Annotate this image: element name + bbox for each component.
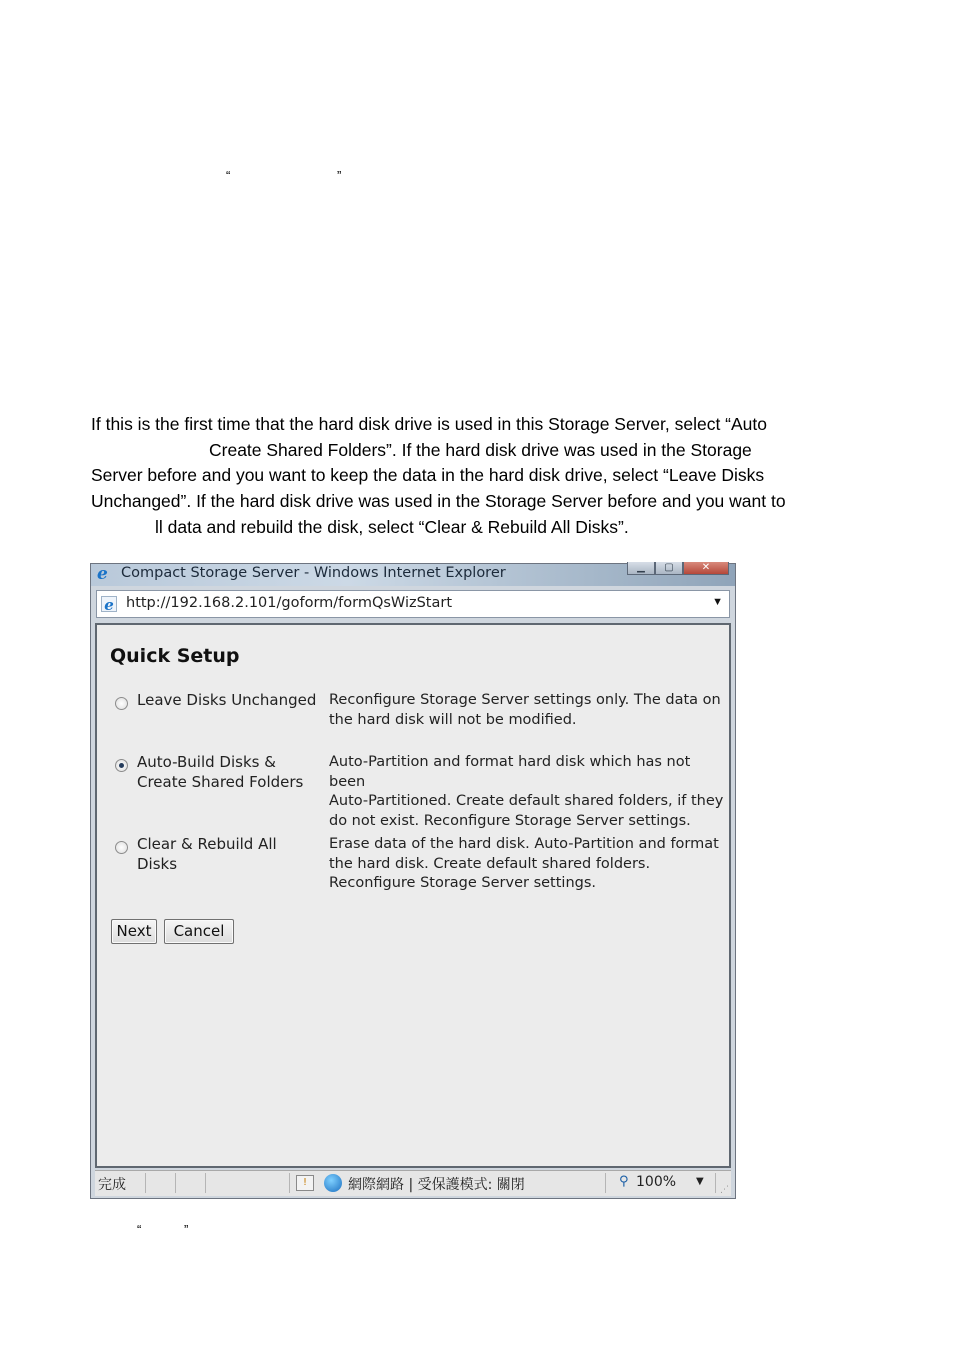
option-label-line: Clear & Rebuild All xyxy=(137,835,277,853)
paragraph-line: ll data and rebuild the disk, select “Clear & Rebuild All Disks”. xyxy=(155,516,629,537)
option-description-line: Auto-Partition and format hard disk which has not been xyxy=(329,754,691,790)
zoom-level[interactable]: 100% xyxy=(636,1174,677,1190)
option-description-line: Reconfigure Storage Server settings only. The data on xyxy=(329,692,721,708)
close-button[interactable]: ✕ xyxy=(683,562,729,575)
resize-grip-icon[interactable]: ⋰ xyxy=(720,1185,729,1195)
radio-auto-build[interactable] xyxy=(115,759,128,772)
status-divider xyxy=(205,1173,206,1193)
radio-clear-rebuild[interactable] xyxy=(115,841,128,854)
page-title: Quick Setup xyxy=(110,645,240,667)
status-bar xyxy=(95,1170,731,1196)
chevron-down-icon[interactable]: ▼ xyxy=(712,596,723,608)
instruction-paragraph xyxy=(91,412,871,541)
option-description-line: the hard disk will not be modified. xyxy=(329,711,577,728)
status-divider xyxy=(175,1173,176,1193)
paragraph-line: Create Shared Folders”. If the hard disk drive was used in the Storage xyxy=(209,439,752,460)
title-bar xyxy=(91,564,735,586)
next-button[interactable]: Next xyxy=(111,919,157,944)
status-divider xyxy=(289,1173,290,1193)
security-zone[interactable]: 網際網路 | 受保護模式: 關閉 xyxy=(348,1177,525,1193)
option-description xyxy=(329,835,724,894)
maximize-button[interactable]: ▢ xyxy=(655,562,683,575)
option-label-line: Auto-Build Disks & xyxy=(137,753,276,771)
quote-open-top: “ xyxy=(226,168,231,183)
option-label xyxy=(137,835,317,874)
quote-open-bottom: “ xyxy=(137,1222,142,1237)
option-description-line: Erase data of the hard disk. Auto-Partition and format xyxy=(329,836,719,852)
window-title: Compact Storage Server - Windows Internet Explorer xyxy=(121,565,506,581)
chevron-down-icon[interactable]: ▼ xyxy=(696,1176,704,1187)
quote-close-bottom: ” xyxy=(184,1222,189,1237)
option-description-line: do not exist. Reconfigure Storage Server settings. xyxy=(329,812,691,829)
globe-icon xyxy=(324,1174,342,1192)
paragraph-line: Server before and you want to keep the data in the hard disk drive, select “Leave Disks xyxy=(91,465,765,486)
ie-page-icon: e xyxy=(101,596,117,612)
status-divider xyxy=(715,1173,716,1193)
ie-logo-icon: e xyxy=(97,564,108,584)
option-description xyxy=(329,753,724,831)
window-controls xyxy=(627,562,729,576)
browser-window xyxy=(90,563,736,1199)
paragraph-line: If this is the first time that the hard disk drive is used in this Storage Server, select “Auto xyxy=(91,414,767,434)
option-label-line: Disks xyxy=(137,854,178,873)
cancel-button[interactable]: Cancel xyxy=(164,919,234,944)
paragraph-line: Unchanged”. If the hard disk drive was used in the Storage Server before and you want to xyxy=(91,491,786,512)
page-viewport xyxy=(95,623,731,1168)
magnifier-icon: ⚲ xyxy=(619,1174,629,1189)
option-description-line: Reconfigure Storage Server settings. xyxy=(329,875,597,891)
address-bar[interactable] xyxy=(96,590,730,618)
status-text: 完成 xyxy=(98,1177,126,1193)
option-label-line: Leave Disks Unchanged xyxy=(137,691,317,709)
option-description-line: Auto-Partitioned. Create default shared folders, if they xyxy=(329,793,724,809)
option-description-line: the hard disk. Create default shared folders. xyxy=(329,855,651,872)
option-label-line: Create Shared Folders xyxy=(137,772,304,791)
radio-leave-disks[interactable] xyxy=(115,697,128,710)
option-description xyxy=(329,691,724,730)
address-url[interactable]: http://192.168.2.101/goform/formQsWizStart xyxy=(126,595,453,611)
quote-close-top: ” xyxy=(337,168,342,183)
status-divider xyxy=(145,1173,146,1193)
minimize-button[interactable]: ▁ xyxy=(627,562,655,575)
status-divider xyxy=(605,1173,606,1193)
option-label xyxy=(137,691,317,711)
option-label xyxy=(137,753,317,792)
protected-mode-icon[interactable]: ! xyxy=(296,1175,314,1191)
